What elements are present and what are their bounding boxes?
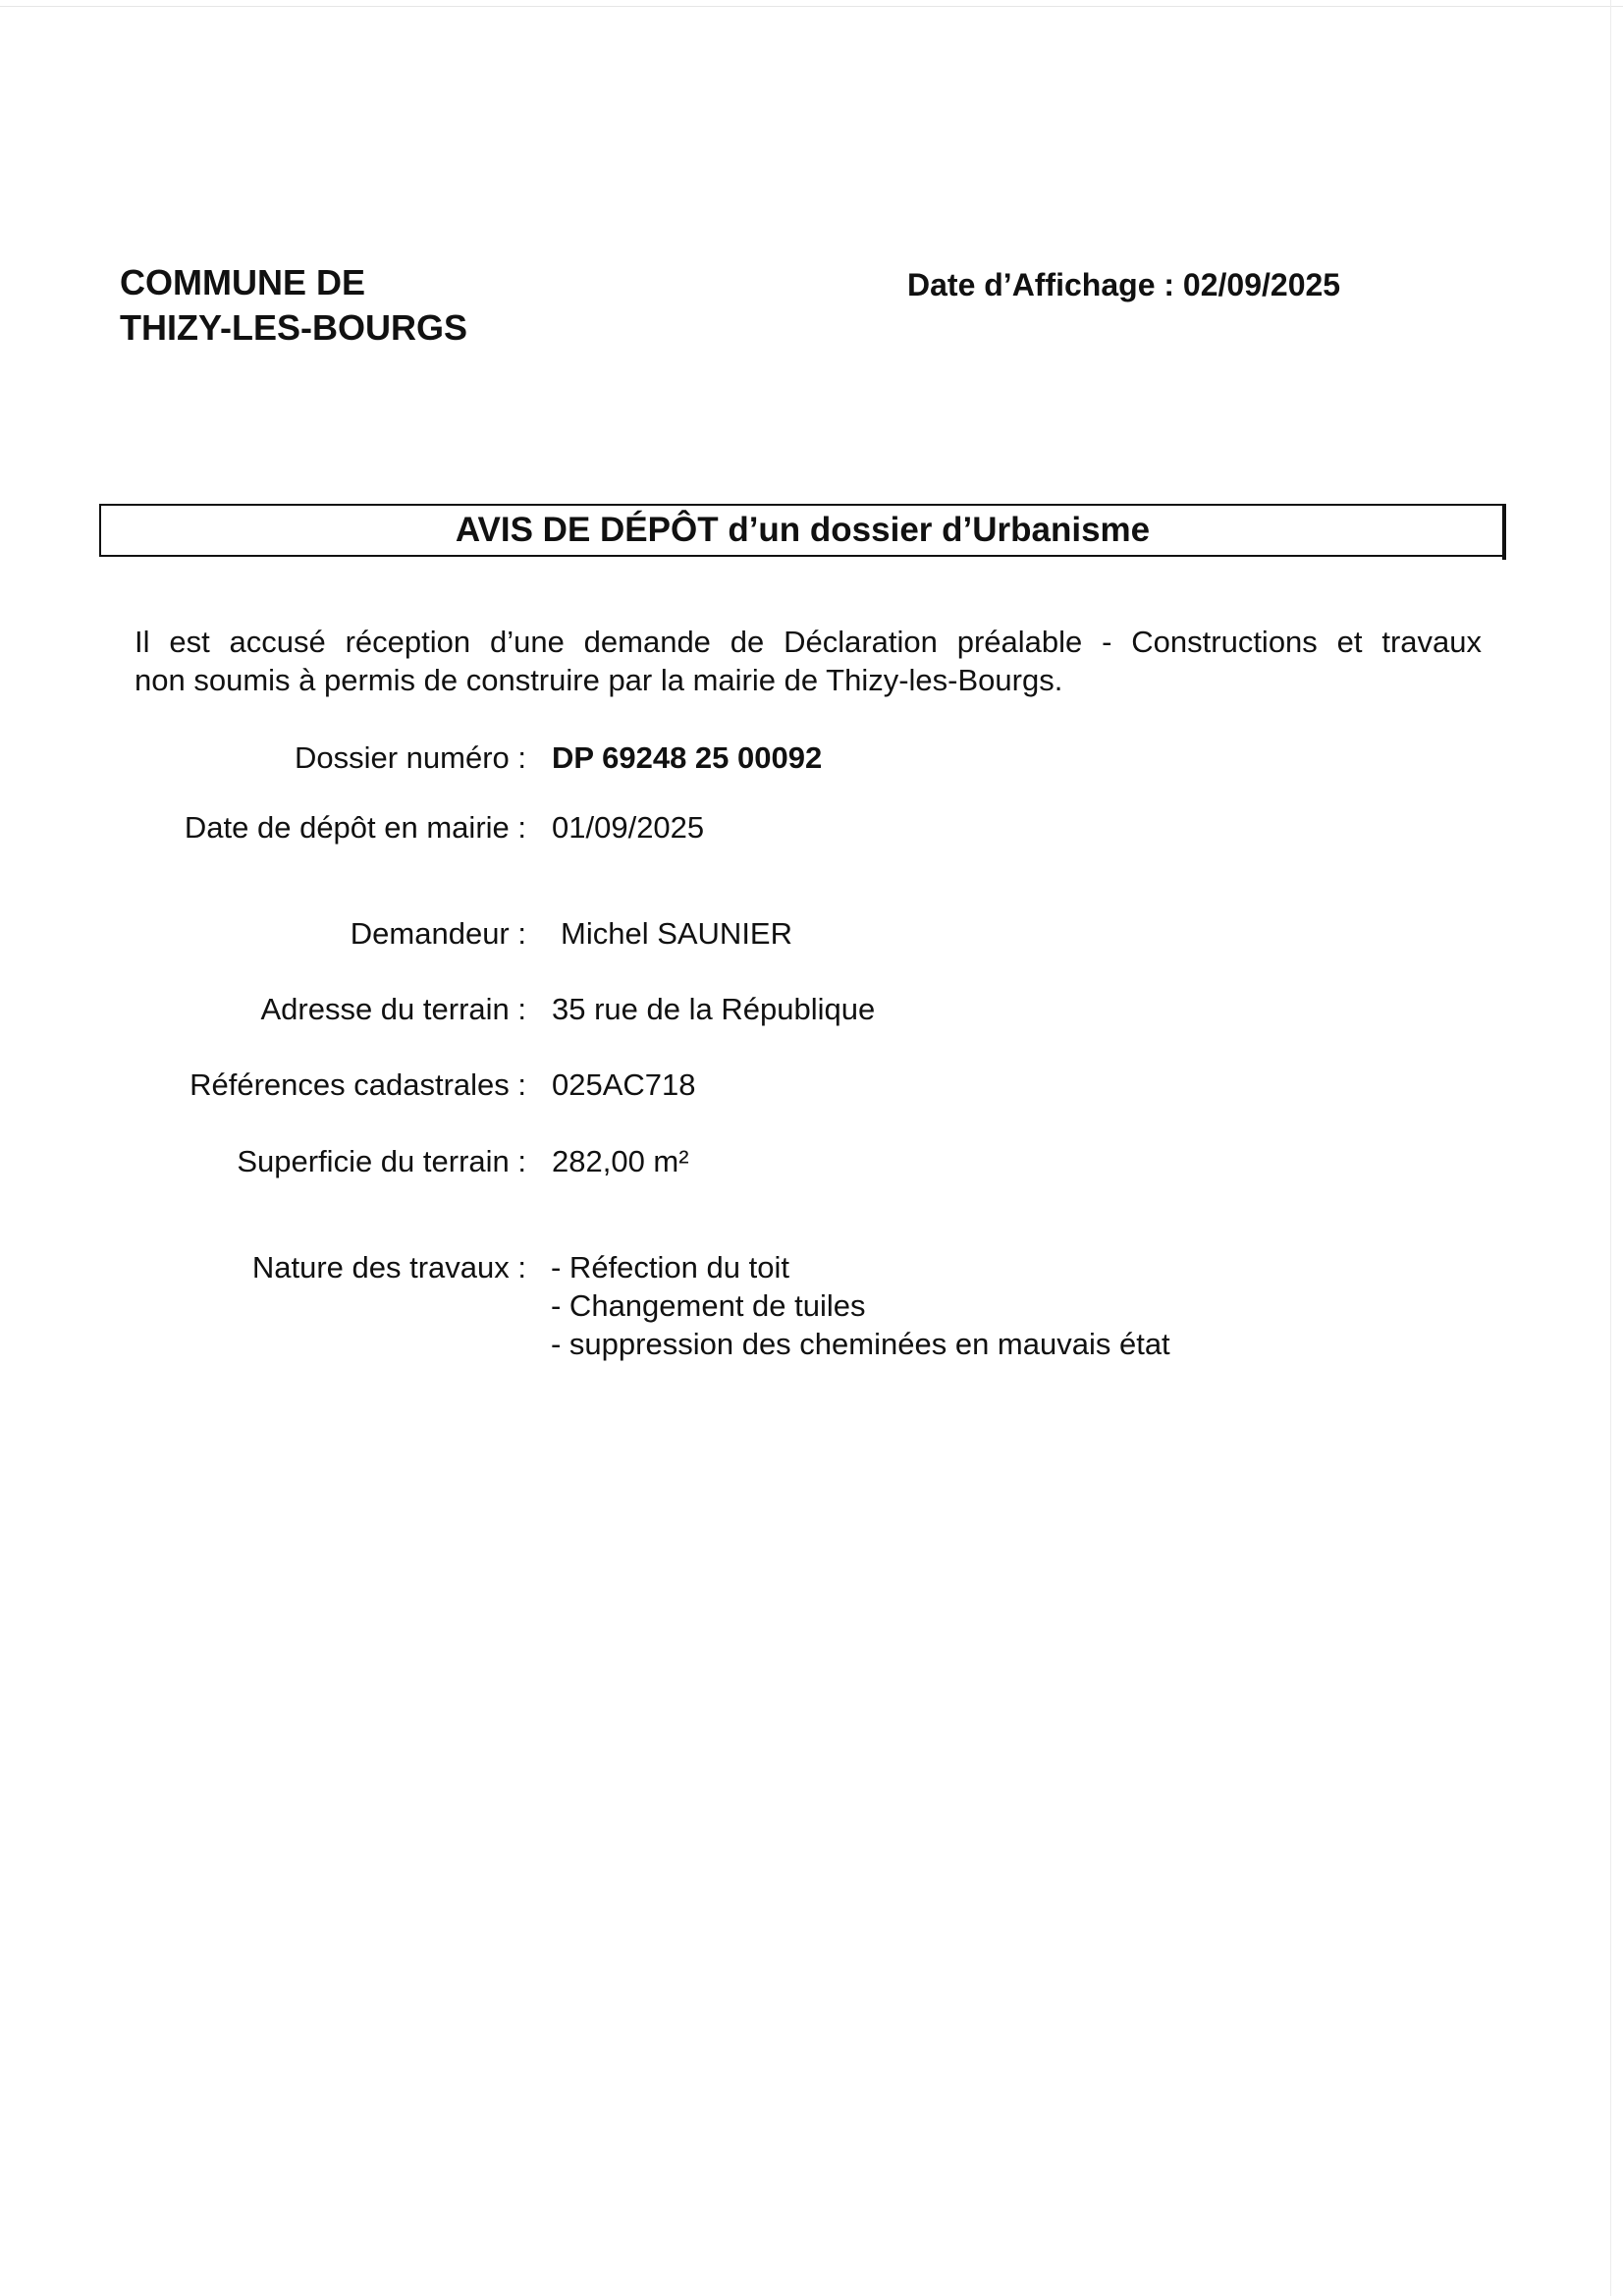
date-affichage: Date d’Affichage : 02/09/2025 <box>907 267 1341 302</box>
dossier-label: Dossier numéro : <box>294 740 526 775</box>
superficie-value: 282,00 m² <box>552 1144 689 1178</box>
travaux-list <box>551 1248 1170 1363</box>
title-box <box>99 504 1506 557</box>
title-box-bottom-border <box>99 555 1506 557</box>
date-depot-value: 01/09/2025 <box>552 810 705 845</box>
demandeur-label: Demandeur : <box>350 916 526 951</box>
nature-label: Nature des travaux : <box>251 1250 526 1285</box>
document-title: AVIS DE DÉPÔT d’un dossier d’Urbanisme <box>455 511 1151 549</box>
adresse-value: 35 rue de la République <box>552 992 876 1026</box>
travaux-item: - suppression des cheminées en mauvais état <box>551 1327 1170 1361</box>
scan-edge-top <box>0 6 1623 7</box>
intro-line-2: non soumis à permis de construire par la mairie de Thizy-les-Bourgs. <box>135 663 1063 697</box>
title-box-top-border <box>99 504 1506 506</box>
date-depot-label: Date de dépôt en mairie : <box>184 810 526 845</box>
cadastre-label: Références cadastrales : <box>189 1067 526 1102</box>
demandeur-value: Michel SAUNIER <box>561 916 792 951</box>
superficie-label: Superficie du terrain : <box>237 1144 526 1178</box>
travaux-item: - Réfection du toit <box>551 1250 789 1285</box>
commune-line-1: COMMUNE DE <box>120 262 365 302</box>
adresse-label: Adresse du terrain : <box>260 992 526 1026</box>
commune-line-2: THIZY-LES-BOURGS <box>120 307 468 348</box>
commune-name <box>120 260 467 351</box>
travaux-item: - Changement de tuiles <box>551 1288 866 1323</box>
scan-edge-right <box>1610 0 1611 2296</box>
intro-line-1: Il est accusé réception d’une demande de Déclaration préalable - Constructions et travaux <box>135 625 1482 659</box>
cadastre-value: 025AC718 <box>552 1067 696 1102</box>
intro-paragraph <box>135 623 1482 699</box>
dossier-number: DP 69248 25 00092 <box>552 740 823 775</box>
